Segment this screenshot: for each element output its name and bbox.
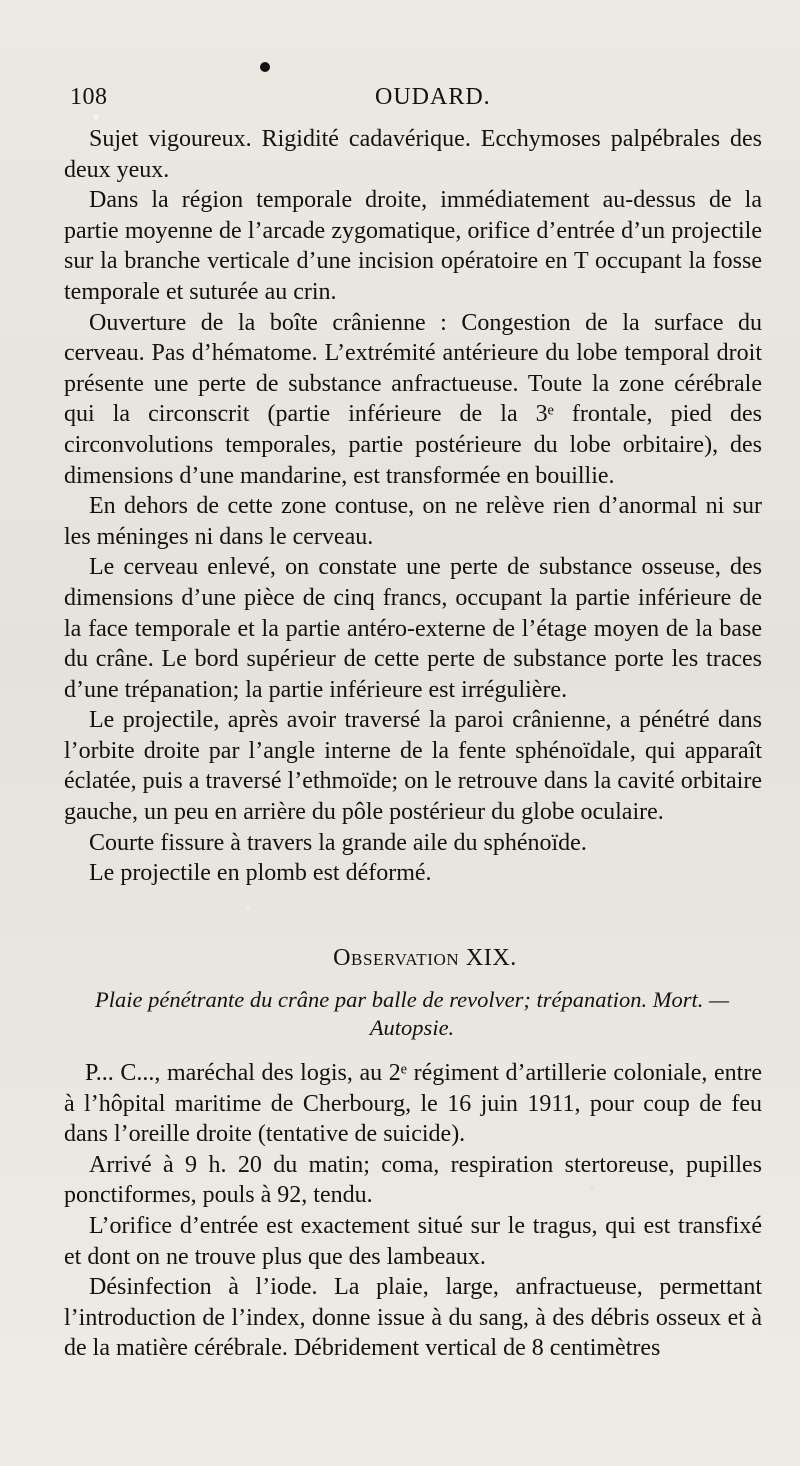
observation-paragraph-3: L’orifice d’entrée est exactement situé sur le tragus, qui est transfixé et dont on ne trouve plus que des lambeaux. (64, 1212, 762, 1270)
paragraph-7: Courte fissure à travers la grande aile du sphénoïde. (89, 829, 587, 856)
ink-spot (260, 62, 270, 72)
observation-subtitle: Plaie pénétrante du crâne par balle de revolver; trépanation. Mort. — Autopsie. (94, 987, 730, 1040)
paragraph-1: Sujet vigoureux. Rigidité cadavérique. Ecchymoses palpébrales des deux yeux. (64, 126, 762, 183)
page-header (70, 84, 740, 114)
observation-text (64, 1058, 762, 1364)
page-number: 108 (70, 84, 108, 110)
paragraph-5: Le cerveau enlevé, on constate une perte de substance osseuse, des dimensions d’une pièce de cinq francs, occupant la partie inférieure de la face temporale et la partie antéro-externe de l’étage moyen de la base du crâne. Le bord supérieur de cette perte de substance porte les traces d’une trépanation; la partie inférieure est irrégulière. (64, 554, 762, 703)
observation-paragraph-2: Arrivé à 9 h. 20 du matin; coma, respiration stertoreuse, pupilles ponctiformes, pouls à 92, tendu. (64, 1151, 762, 1209)
observation-paragraph-1: P... C..., maréchal des logis, au 2ᵉ régiment d’artillerie coloniale, entre à l’hôpital maritime de Cherbourg, le 16 juin 1911, pour coup de feu dans l’oreille droite (tentative de suicide). (64, 1060, 762, 1148)
observation-paragraph-4: Désinfection à l’iode. La plaie, large, anfractueuse, permettant l’introduction de l’index, donne issue à du sang, à des débris osseux et à de la matière cérébrale. Débridement vertical de 8 centimètres (64, 1274, 762, 1362)
running-head: OUDARD. (375, 84, 491, 110)
observation-title: Observation XIX. (333, 945, 517, 971)
paragraph-6: Le projectile, après avoir traversé la paroi crânienne, a pénétré dans l’orbite droite par l’angle interne de la fente sphénoïdale, qui apparaît éclatée, puis a traversé l’ethmoïde; on le retrouve dans la cavité orbitaire gauche, un peu en arrière du pôle postérieur du globe oculaire. (64, 707, 762, 826)
paragraph-8: Le projectile en plomb est déformé. (89, 860, 432, 887)
main-text (64, 124, 762, 889)
paragraph-3: Ouverture de la boîte crânienne : Congestion de la surface du cerveau. Pas d’hématome. L’extrémité antérieure du lobe temporal droit présente une perte de substance anfractueuse. Toute la zone cérébrale qui la circonscrit (partie inférieure de la 3ᵉ frontale, pied des circonvolutions temporales, partie postérieure du lobe orbitaire), des dimensions d’une mandarine, est transformée en bouillie. (64, 309, 762, 489)
paragraph-4: En dehors de cette zone contuse, on ne relève rien d’anormal ni sur les méninges ni dans le cerveau. (64, 493, 762, 550)
paragraph-2: Dans la région temporale droite, immédiatement au-dessus de la partie moyenne de l’arcade zygomatique, orifice d’entrée d’un projectile sur la branche verticale d’une incision opératoire en T occupant la fosse temporale et suturée au crin. (64, 187, 762, 305)
